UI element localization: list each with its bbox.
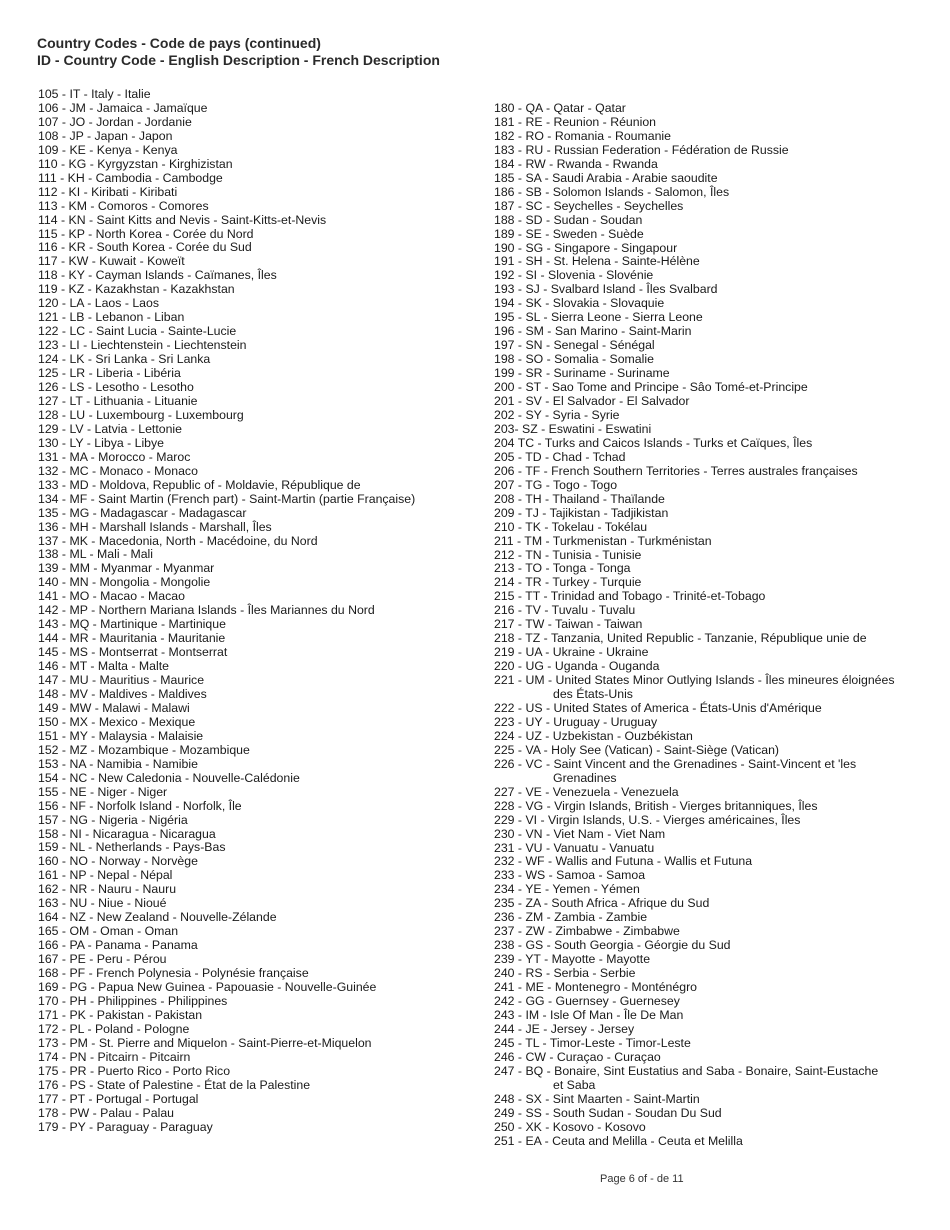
country-entry: 153 - NA - Namibia - Namibie <box>38 756 198 771</box>
country-entry: 239 - YT - Mayotte - Mayotte <box>494 952 651 967</box>
country-entry: 185 - SA - Saudi Arabia - Arabie saoudite <box>494 170 718 185</box>
country-entry: 142 - MP - Northern Mariana Islands - Îles Mariannes du Nord <box>38 603 375 618</box>
country-entry: 122 - LC - Saint Lucia - Sainte-Lucie <box>38 324 237 339</box>
country-entry: 150 - MX - Mexico - Mexique <box>38 714 196 729</box>
country-entry: 240 - RS - Serbia - Serbie <box>494 966 636 981</box>
country-entry: 196 - SM - San Marino - Saint-Marin <box>494 324 692 339</box>
country-entry: 184 - RW - Rwanda - Rwanda <box>494 156 658 171</box>
country-entry: 200 - ST - Sao Tome and Principe - Sâo Tomé-et-Principe <box>494 380 808 395</box>
country-entry: 234 - YE - Yemen - Yémen <box>494 882 640 897</box>
country-entry: 208 - TH - Thailand - Thaïlande <box>494 491 665 506</box>
country-entry: 207 - TG - Togo - Togo <box>494 477 618 492</box>
country-entry: 107 - JO - Jordan - Jordanie <box>38 114 192 129</box>
country-entry: 218 - TZ - Tanzania, United Republic - Tanzanie, République unie de <box>494 631 867 646</box>
country-entry: 233 - WS - Samoa - Samoa <box>494 868 646 883</box>
country-entry: 155 - NE - Niger - Niger <box>38 784 168 799</box>
country-entry: 131 - MA - Morocco - Maroc <box>38 449 191 464</box>
country-entry: 193 - SJ - Svalbard Island - Îles Svalbard <box>494 282 718 297</box>
country-entry: 223 - UY - Uruguay - Uruguay <box>494 714 658 729</box>
country-entry: 128 - LU - Luxembourg - Luxembourg <box>38 407 244 422</box>
country-entry: 224 - UZ - Uzbekistan - Ouzbékistan <box>494 728 693 743</box>
country-entry: 124 - LK - Sri Lanka - Sri Lanka <box>38 352 211 367</box>
country-entry-continuation: Grenadines <box>553 770 617 785</box>
country-entry: 189 - SE - Sweden - Suède <box>494 226 644 241</box>
country-entry: 170 - PH - Philippines - Philippines <box>38 993 228 1008</box>
country-entry: 130 - LY - Libya - Libye <box>38 435 165 450</box>
country-entry: 202 - SY - Syria - Syrie <box>494 407 620 422</box>
country-entry: 246 - CW - Curaçao - Curaçao <box>494 1049 661 1064</box>
country-entry: 226 - VC - Saint Vincent and the Grenadines - Saint-Vincent et 'les <box>494 756 857 771</box>
country-entry: 113 - KM - Comoros - Comores <box>38 198 209 213</box>
country-entry: 197 - SN - Senegal - Sénégal <box>494 338 655 353</box>
country-entry: 177 - PT - Portugal - Portugal <box>38 1091 199 1106</box>
country-entry: 138 - ML - Mali - Mali <box>38 547 154 562</box>
country-entry: 244 - JE - Jersey - Jersey <box>494 1021 635 1036</box>
country-entry: 106 - JM - Jamaica - Jamaïque <box>38 100 208 115</box>
country-entry: 212 - TN - Tunisia - Tunisie <box>494 547 642 562</box>
country-entry: 162 - NR - Nauru - Nauru <box>38 882 177 897</box>
country-entry: 132 - MC - Monaco - Monaco <box>38 463 198 478</box>
country-list-right <box>494 102 895 1148</box>
country-entry: 210 - TK - Tokelau - Tokélau <box>494 519 648 534</box>
country-entry: 172 - PL - Poland - Pologne <box>38 1021 190 1036</box>
country-entry: 186 - SB - Solomon Islands - Salomon, Îles <box>494 184 730 199</box>
country-entry: 165 - OM - Oman - Oman <box>38 924 179 939</box>
country-entry: 183 - RU - Russian Federation - Fédération de Russie <box>494 142 789 157</box>
page-title: Country Codes - Code de pays (continued) <box>37 35 321 51</box>
country-entry: 158 - NI - Nicaragua - Nicaragua <box>38 826 216 841</box>
country-entry: 116 - KR - South Korea - Corée du Sud <box>38 240 252 255</box>
country-entry: 169 - PG - Papua New Guinea - Papouasie - Nouvelle-Guinée <box>38 980 377 994</box>
country-entry: 247 - BQ - Bonaire, Sint Eustatius and Saba - Bonaire, Saint-Eustache <box>494 1063 879 1078</box>
country-entry: 216 - TV - Tuvalu - Tuvalu <box>494 603 636 618</box>
country-entry: 213 - TO - Tonga - Tonga <box>494 561 631 576</box>
country-entry: 175 - PR - Puerto Rico - Porto Rico <box>38 1063 231 1078</box>
country-entry-continuation: des États-Unis <box>553 687 633 702</box>
country-entry: 171 - PK - Pakistan - Pakistan <box>38 1007 203 1022</box>
country-entry: 227 - VE - Venezuela - Venezuela <box>494 784 679 799</box>
country-entry: 231 - VU - Vanuatu - Vanuatu <box>494 840 655 855</box>
country-entry: 194 - SK - Slovakia - Slovaquie <box>494 296 665 311</box>
country-entry: 145 - MS - Montserrat - Montserrat <box>38 645 228 660</box>
country-entry: 109 - KE - Kenya - Kenya <box>38 142 178 157</box>
country-entry: 230 - VN - Viet Nam - Viet Nam <box>494 826 666 841</box>
country-entry: 160 - NO - Norway - Norvège <box>38 854 198 869</box>
country-entry: 118 - KY - Cayman Islands - Caïmanes, Îles <box>38 268 277 283</box>
country-entry: 161 - NP - Nepal - Népal <box>38 868 173 883</box>
country-entry: 129 - LV - Latvia - Lettonie <box>38 421 183 436</box>
country-entry: 201 - SV - El Salvador - El Salvador <box>494 394 690 409</box>
country-entry: 111 - KH - Cambodia - Cambodge <box>38 170 223 185</box>
country-entry: 119 - KZ - Kazakhstan - Kazakhstan <box>38 282 235 297</box>
country-entry: 181 - RE - Reunion - Réunion <box>494 114 656 129</box>
country-entry: 133 - MD - Moldova, Republic of - Moldavie, République de <box>38 477 361 492</box>
country-entry: 236 - ZM - Zambia - Zambie <box>494 910 648 925</box>
country-entry: 214 - TR - Turkey - Turquie <box>494 575 642 590</box>
country-entry: 206 - TF - French Southern Territories - Terres australes françaises <box>494 463 858 478</box>
country-entry: 243 - IM - Isle Of Man - Île De Man <box>494 1007 684 1022</box>
country-entry: 144 - MR - Mauritania - Mauritanie <box>38 631 226 646</box>
country-entry: 149 - MW - Malawi - Malawi <box>38 700 190 715</box>
country-entry: 151 - MY - Malaysia - Malaisie <box>38 728 204 743</box>
country-entry: 211 - TM - Turkmenistan - Turkménistan <box>494 533 712 548</box>
country-entry: 152 - MZ - Mozambique - Mozambique <box>38 742 250 757</box>
country-entry: 140 - MN - Mongolia - Mongolie <box>38 575 211 590</box>
country-entry: 229 - VI - Virgin Islands, U.S. - Vierges américaines, Îles <box>494 812 801 827</box>
country-entry: 245 - TL - Timor-Leste - Timor-Leste <box>494 1035 691 1050</box>
country-entry: 178 - PW - Palau - Palau <box>38 1105 175 1120</box>
country-entry: 191 - SH - St. Helena - Sainte-Hélène <box>494 254 700 269</box>
country-entry: 203- SZ - Eswatini - Eswatini <box>494 421 652 436</box>
country-entry: 163 - NU - Niue - Nioué <box>38 896 167 911</box>
country-entry: 250 - XK - Kosovo - Kosovo <box>494 1119 646 1134</box>
country-entry: 232 - WF - Wallis and Futuna - Wallis et Futuna <box>494 854 753 869</box>
country-entry: 157 - NG - Nigeria - Nigéria <box>38 812 188 827</box>
country-entry: 225 - VA - Holy See (Vatican) - Saint-Siège (Vatican) <box>494 742 780 757</box>
country-entry: 121 - LB - Lebanon - Liban <box>38 310 185 325</box>
country-entry: 238 - GS - South Georgia - Géorgie du Sud <box>494 938 731 953</box>
country-entry: 173 - PM - St. Pierre and Miquelon - Saint-Pierre-et-Miquelon <box>38 1035 372 1050</box>
country-entry: 136 - MH - Marshall Islands - Marshall, Îles <box>38 519 272 534</box>
country-entry: 176 - PS - State of Palestine - État de la Palestine <box>38 1077 311 1092</box>
country-entry: 154 - NC - New Caledonia - Nouvelle-Calédonie <box>38 770 300 785</box>
country-entry: 188 - SD - Sudan - Soudan <box>494 212 643 227</box>
country-entry: 156 - NF - Norfolk Island - Norfolk, Île <box>38 798 242 813</box>
country-entry: 139 - MM - Myanmar - Myanmar <box>38 561 215 576</box>
country-entry: 110 - KG - Kyrgyzstan - Kirghizistan <box>38 156 233 171</box>
country-entry: 219 - UA - Ukraine - Ukraine <box>494 645 649 660</box>
country-entry: 115 - KP - North Korea - Corée du Nord <box>38 226 254 241</box>
country-entry: 126 - LS - Lesotho - Lesotho <box>38 380 194 395</box>
country-entry: 190 - SG - Singapore - Singapour <box>494 240 678 255</box>
country-entry: 215 - TT - Trinidad and Tobago - Trinité-et-Tobago <box>494 589 766 604</box>
country-entry: 242 - GG - Guernsey - Guernesey <box>494 994 680 1008</box>
country-entry: 241 - ME - Montenegro - Monténégro <box>494 980 698 995</box>
country-entry: 167 - PE - Peru - Pérou <box>38 952 167 967</box>
country-entry: 180 - QA - Qatar - Qatar <box>494 101 626 115</box>
country-entry: 123 - LI - Liechtenstein - Liechtenstein <box>38 338 247 353</box>
country-entry: 114 - KN - Saint Kitts and Nevis - Saint-Kitts-et-Nevis <box>38 212 327 227</box>
country-entry: 204 TC - Turks and Caicos Islands - Turks et Caïques, Îles <box>494 435 813 450</box>
country-entry: 168 - PF - French Polynesia - Polynésie française <box>38 966 309 981</box>
country-entry: 137 - MK - Macedonia, North - Macédoine, du Nord <box>38 533 318 548</box>
country-entry: 147 - MU - Mauritius - Maurice <box>38 673 205 688</box>
country-entry: 209 - TJ - Tajikistan - Tadjikistan <box>494 505 669 520</box>
country-entry: 222 - US - United States of America - États-Unis d'Amérique <box>494 700 822 715</box>
country-entry: 217 - TW - Taiwan - Taiwan <box>494 617 643 632</box>
country-entry: 117 - KW - Kuwait - Koweït <box>38 254 185 269</box>
country-entry: 127 - LT - Lithuania - Lituanie <box>38 393 198 408</box>
country-entry: 198 - SO - Somalia - Somalie <box>494 352 654 367</box>
country-entry: 248 - SX - Sint Maarten - Saint-Martin <box>494 1091 700 1106</box>
country-entry: 187 - SC - Seychelles - Seychelles <box>494 198 684 213</box>
country-entry: 221 - UM - United States Minor Outlying Islands - Îles mineures éloignées <box>494 673 895 688</box>
document-header <box>37 35 440 69</box>
country-entry: 199 - SR - Suriname - Suriname <box>494 366 670 381</box>
country-entry: 166 - PA - Panama - Panama <box>38 938 198 953</box>
country-entry: 148 - MV - Maldives - Maldives <box>38 686 207 701</box>
country-entry: 205 - TD - Chad - Tchad <box>494 449 626 464</box>
country-entry: 251 - EA - Ceuta and Melilla - Ceuta et Melilla <box>494 1133 743 1148</box>
country-entry: 228 - VG - Virgin Islands, British - Vierges britanniques, Îles <box>494 798 818 813</box>
country-entry: 159 - NL - Netherlands - Pays-Bas <box>38 840 226 855</box>
country-entry: 112 - KI - Kiribati - Kiribati <box>38 184 178 199</box>
country-entry: 164 - NZ - New Zealand - Nouvelle-Zélande <box>38 910 277 925</box>
country-entry: 141 - MO - Macao - Macao <box>38 589 185 604</box>
country-entry: 108 - JP - Japan - Japon <box>38 128 173 143</box>
page-number: Page 6 of - de 11 <box>600 1173 684 1185</box>
country-entry: 195 - SL - Sierra Leone - Sierra Leone <box>494 310 703 325</box>
country-entry: 143 - MQ - Martinique - Martinique <box>38 617 226 632</box>
country-entry: 135 - MG - Madagascar - Madagascar <box>38 505 247 520</box>
country-entry: 182 - RO - Romania - Roumanie <box>494 128 672 143</box>
country-list-left <box>38 88 415 1134</box>
country-entry: 174 - PN - Pitcairn - Pitcairn <box>38 1049 191 1064</box>
country-entry: 134 - MF - Saint Martin (French part) - Saint-Martin (partie Française) <box>38 491 416 506</box>
country-entry: 105 - IT - Italy - Italie <box>38 87 151 101</box>
column-description: ID - Country Code - English Description - French Description <box>37 52 440 68</box>
country-entry: 179 - PY - Paraguay - Paraguay <box>38 1119 213 1134</box>
country-entry: 120 - LA - Laos - Laos <box>38 296 159 311</box>
country-entry: 237 - ZW - Zimbabwe - Zimbabwe <box>494 924 680 939</box>
country-entry: 146 - MT - Malta - Malte <box>38 659 169 674</box>
country-entry: 125 - LR - Liberia - Libéria <box>38 366 181 381</box>
country-entry: 192 - SI - Slovenia - Slovénie <box>494 268 654 283</box>
country-entry: 220 - UG - Uganda - Ouganda <box>494 659 660 674</box>
country-entry-continuation: et Saba <box>553 1077 596 1092</box>
country-entry: 249 - SS - South Sudan - Soudan Du Sud <box>494 1105 722 1120</box>
country-entry: 235 - ZA - South Africa - Afrique du Sud <box>494 896 710 911</box>
